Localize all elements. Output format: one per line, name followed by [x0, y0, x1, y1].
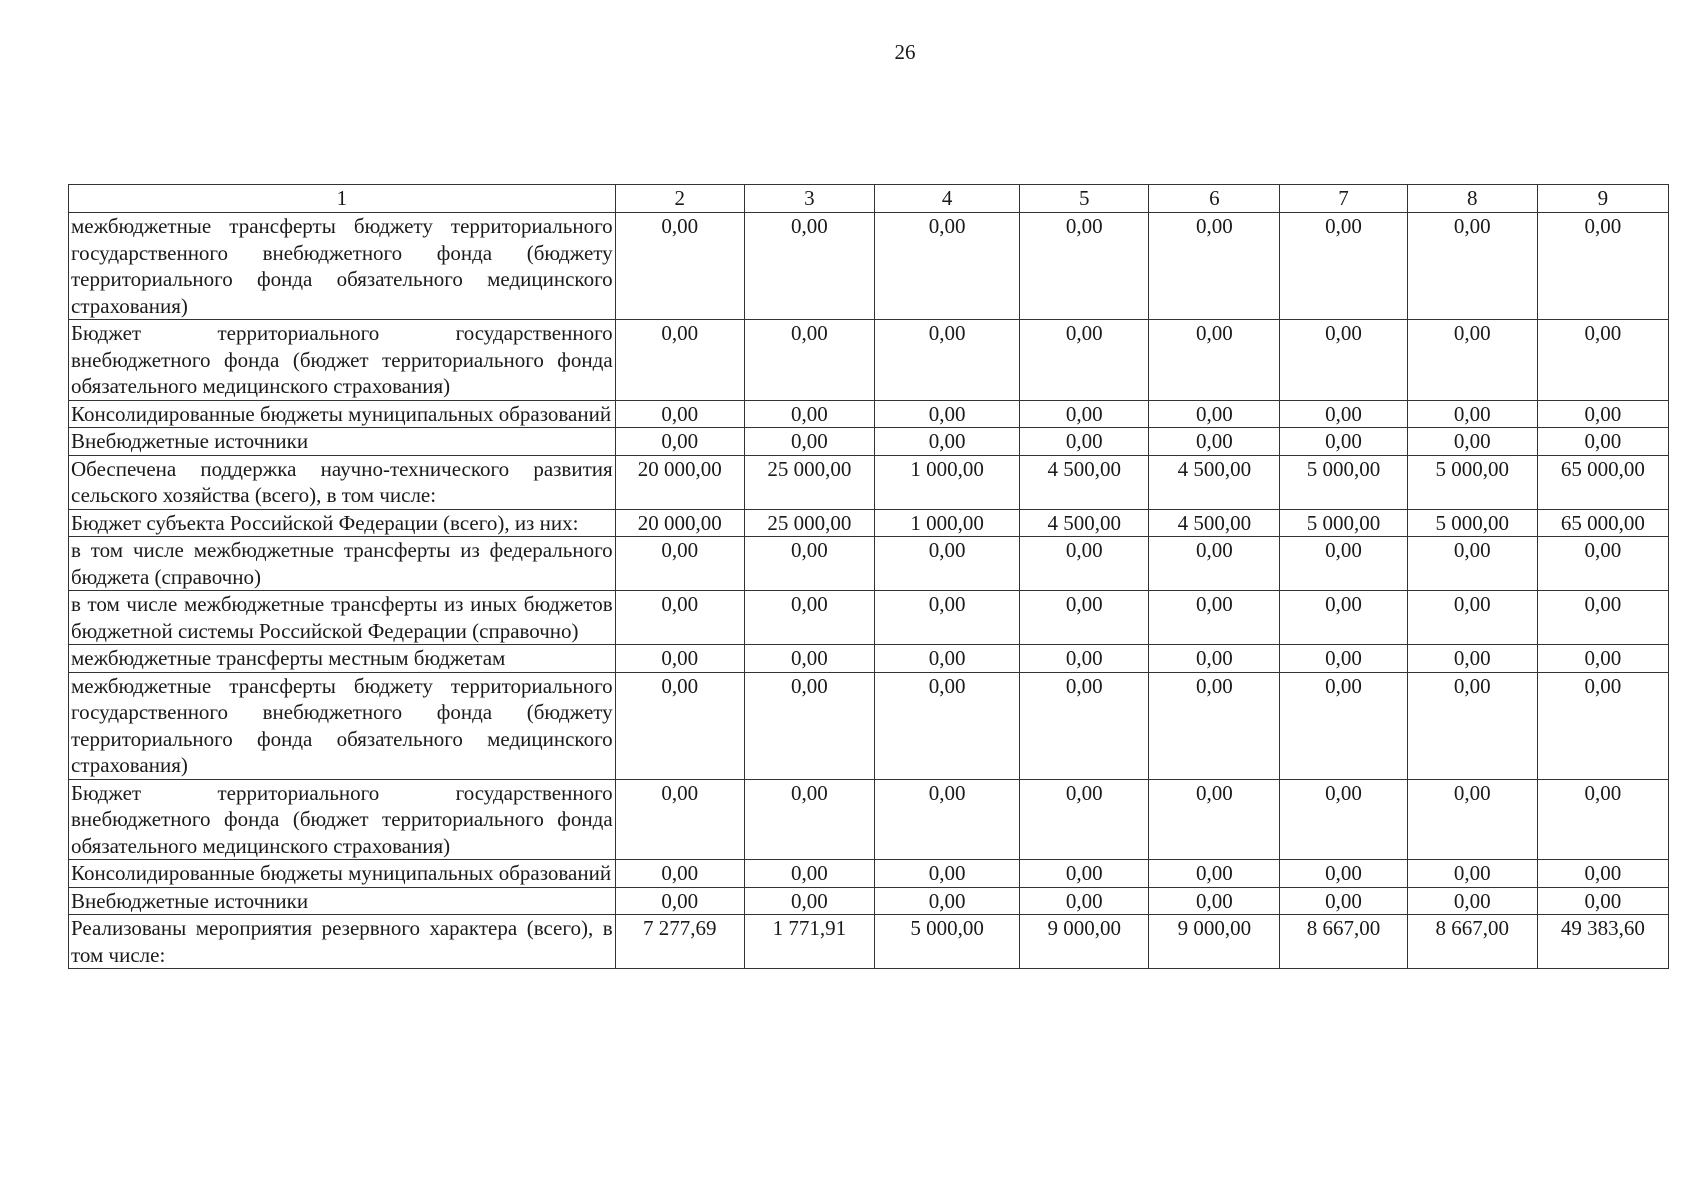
value-cell: 0,00 — [1537, 779, 1668, 860]
column-header: 6 — [1149, 185, 1280, 213]
table-row — [69, 779, 1669, 860]
table-row — [69, 509, 1669, 537]
value-cell: 0,00 — [615, 213, 744, 320]
column-header: 2 — [615, 185, 744, 213]
value-cell: 20 000,00 — [615, 455, 744, 509]
value-cell: 0,00 — [1149, 672, 1280, 779]
value-cell: 0,00 — [1537, 645, 1668, 673]
table-row — [69, 591, 1669, 645]
value-cell: 0,00 — [615, 887, 744, 915]
value-cell: 0,00 — [1280, 400, 1407, 428]
row-label: Бюджет территориального государственного внебюджетного фонда (бюджет территориального фонда обязательного медицинского страхования) — [69, 320, 616, 401]
value-cell: 0,00 — [744, 887, 874, 915]
value-cell: 20 000,00 — [615, 509, 744, 537]
value-cell: 0,00 — [1407, 213, 1537, 320]
value-cell: 0,00 — [874, 887, 1019, 915]
value-cell: 4 500,00 — [1020, 509, 1149, 537]
value-cell: 0,00 — [874, 779, 1019, 860]
value-cell: 0,00 — [1020, 428, 1149, 456]
value-cell: 0,00 — [1280, 428, 1407, 456]
value-cell: 5 000,00 — [1407, 455, 1537, 509]
value-cell: 0,00 — [1020, 537, 1149, 591]
value-cell: 25 000,00 — [744, 509, 874, 537]
column-header: 1 — [69, 185, 616, 213]
page-number: 26 — [894, 40, 916, 64]
value-cell: 0,00 — [744, 672, 874, 779]
value-cell: 0,00 — [615, 428, 744, 456]
column-header: 9 — [1537, 185, 1668, 213]
value-cell: 0,00 — [1537, 860, 1668, 888]
budget-table — [68, 184, 1669, 969]
row-label: в том числе межбюджетные трансферты из федерального бюджета (справочно) — [69, 537, 616, 591]
row-label: межбюджетные трансферты бюджету территориального государственного внебюджетного фонда (бюджету территориального фонда обязательного медицинского страхования) — [69, 213, 616, 320]
value-cell: 49 383,60 — [1537, 915, 1668, 969]
value-cell: 0,00 — [615, 672, 744, 779]
row-label: межбюджетные трансферты местным бюджетам — [69, 645, 616, 673]
column-header: 7 — [1280, 185, 1407, 213]
value-cell: 0,00 — [1280, 320, 1407, 401]
value-cell: 0,00 — [874, 672, 1019, 779]
value-cell: 0,00 — [744, 320, 874, 401]
value-cell: 0,00 — [1280, 887, 1407, 915]
value-cell: 0,00 — [1149, 645, 1280, 673]
value-cell: 9 000,00 — [1149, 915, 1280, 969]
value-cell: 0,00 — [1020, 213, 1149, 320]
value-cell: 0,00 — [1149, 591, 1280, 645]
value-cell: 0,00 — [1537, 887, 1668, 915]
value-cell: 0,00 — [615, 400, 744, 428]
value-cell: 0,00 — [1537, 400, 1668, 428]
value-cell: 0,00 — [1537, 537, 1668, 591]
value-cell: 0,00 — [1280, 672, 1407, 779]
value-cell: 0,00 — [1407, 591, 1537, 645]
table-row — [69, 537, 1669, 591]
column-header: 3 — [744, 185, 874, 213]
value-cell: 0,00 — [874, 591, 1019, 645]
row-label: Внебюджетные источники — [69, 428, 616, 456]
value-cell: 0,00 — [744, 400, 874, 428]
value-cell: 0,00 — [1537, 213, 1668, 320]
value-cell: 0,00 — [1020, 400, 1149, 428]
value-cell: 0,00 — [1537, 320, 1668, 401]
value-cell: 0,00 — [1280, 860, 1407, 888]
value-cell: 0,00 — [615, 320, 744, 401]
value-cell: 0,00 — [1149, 779, 1280, 860]
value-cell: 0,00 — [1149, 860, 1280, 888]
value-cell: 0,00 — [1149, 887, 1280, 915]
value-cell: 25 000,00 — [744, 455, 874, 509]
value-cell: 5 000,00 — [1280, 455, 1407, 509]
table-row — [69, 428, 1669, 456]
value-cell: 0,00 — [1280, 213, 1407, 320]
value-cell: 4 500,00 — [1149, 509, 1280, 537]
value-cell: 0,00 — [744, 779, 874, 860]
table-row — [69, 672, 1669, 779]
value-cell: 0,00 — [874, 537, 1019, 591]
table-row — [69, 455, 1669, 509]
value-cell: 0,00 — [1020, 645, 1149, 673]
row-label: Консолидированные бюджеты муниципальных образований — [69, 860, 616, 888]
value-cell: 7 277,69 — [615, 915, 744, 969]
value-cell: 0,00 — [744, 428, 874, 456]
value-cell: 0,00 — [1407, 672, 1537, 779]
value-cell: 1 771,91 — [744, 915, 874, 969]
value-cell: 0,00 — [1407, 537, 1537, 591]
value-cell: 0,00 — [1149, 537, 1280, 591]
value-cell: 0,00 — [1537, 591, 1668, 645]
table-row — [69, 915, 1669, 969]
value-cell: 0,00 — [1020, 860, 1149, 888]
value-cell: 0,00 — [1407, 887, 1537, 915]
value-cell: 0,00 — [874, 400, 1019, 428]
table-row — [69, 645, 1669, 673]
value-cell: 0,00 — [874, 645, 1019, 673]
value-cell: 0,00 — [1280, 779, 1407, 860]
value-cell: 5 000,00 — [1407, 509, 1537, 537]
value-cell: 4 500,00 — [1020, 455, 1149, 509]
row-label: Внебюджетные источники — [69, 887, 616, 915]
value-cell: 0,00 — [1149, 213, 1280, 320]
value-cell: 0,00 — [1537, 672, 1668, 779]
table-row — [69, 860, 1669, 888]
value-cell: 0,00 — [1407, 645, 1537, 673]
value-cell: 0,00 — [744, 537, 874, 591]
column-header: 8 — [1407, 185, 1537, 213]
value-cell: 5 000,00 — [1280, 509, 1407, 537]
row-label: Бюджет территориального государственного внебюджетного фонда (бюджет территориального фонда обязательного медицинского страхования) — [69, 779, 616, 860]
value-cell: 0,00 — [744, 645, 874, 673]
value-cell: 0,00 — [1020, 320, 1149, 401]
table-row — [69, 213, 1669, 320]
row-label: Консолидированные бюджеты муниципальных образований — [69, 400, 616, 428]
table-row — [69, 887, 1669, 915]
column-header: 5 — [1020, 185, 1149, 213]
value-cell: 0,00 — [1280, 537, 1407, 591]
row-label: межбюджетные трансферты бюджету территориального государственного внебюджетного фонда (бюджету территориального фонда обязательного медицинского страхования) — [69, 672, 616, 779]
column-header: 4 — [874, 185, 1019, 213]
value-cell: 0,00 — [744, 213, 874, 320]
value-cell: 0,00 — [1149, 428, 1280, 456]
value-cell: 0,00 — [615, 860, 744, 888]
value-cell: 65 000,00 — [1537, 509, 1668, 537]
value-cell: 0,00 — [615, 779, 744, 860]
value-cell: 0,00 — [744, 591, 874, 645]
value-cell: 0,00 — [1020, 591, 1149, 645]
value-cell: 5 000,00 — [874, 915, 1019, 969]
value-cell: 0,00 — [615, 591, 744, 645]
value-cell: 0,00 — [1020, 672, 1149, 779]
value-cell: 0,00 — [615, 645, 744, 673]
value-cell: 0,00 — [615, 537, 744, 591]
value-cell: 0,00 — [1407, 400, 1537, 428]
value-cell: 0,00 — [874, 320, 1019, 401]
row-label: в том числе межбюджетные трансферты из иных бюджетов бюджетной системы Российской Федерации (справочно) — [69, 591, 616, 645]
table-body — [69, 213, 1669, 969]
row-label: Реализованы мероприятия резервного характера (всего), в том числе: — [69, 915, 616, 969]
table-row — [69, 400, 1669, 428]
value-cell: 0,00 — [1280, 645, 1407, 673]
column-number-header-row — [69, 185, 1669, 213]
value-cell: 4 500,00 — [1149, 455, 1280, 509]
value-cell: 0,00 — [1020, 887, 1149, 915]
value-cell: 1 000,00 — [874, 455, 1019, 509]
value-cell: 0,00 — [874, 213, 1019, 320]
row-label: Бюджет субъекта Российской Федерации (всего), из них: — [69, 509, 616, 537]
value-cell: 0,00 — [1407, 320, 1537, 401]
value-cell: 0,00 — [1407, 428, 1537, 456]
value-cell: 0,00 — [744, 860, 874, 888]
value-cell: 0,00 — [874, 860, 1019, 888]
value-cell: 0,00 — [1537, 428, 1668, 456]
value-cell: 1 000,00 — [874, 509, 1019, 537]
value-cell: 0,00 — [1407, 860, 1537, 888]
value-cell: 9 000,00 — [1020, 915, 1149, 969]
value-cell: 8 667,00 — [1407, 915, 1537, 969]
value-cell: 0,00 — [1280, 591, 1407, 645]
value-cell: 0,00 — [874, 428, 1019, 456]
value-cell: 0,00 — [1407, 779, 1537, 860]
value-cell: 65 000,00 — [1537, 455, 1668, 509]
value-cell: 8 667,00 — [1280, 915, 1407, 969]
table-row — [69, 320, 1669, 401]
row-label: Обеспечена поддержка научно-технического развития сельского хозяйства (всего), в том числе: — [69, 455, 616, 509]
value-cell: 0,00 — [1149, 320, 1280, 401]
value-cell: 0,00 — [1149, 400, 1280, 428]
value-cell: 0,00 — [1020, 779, 1149, 860]
